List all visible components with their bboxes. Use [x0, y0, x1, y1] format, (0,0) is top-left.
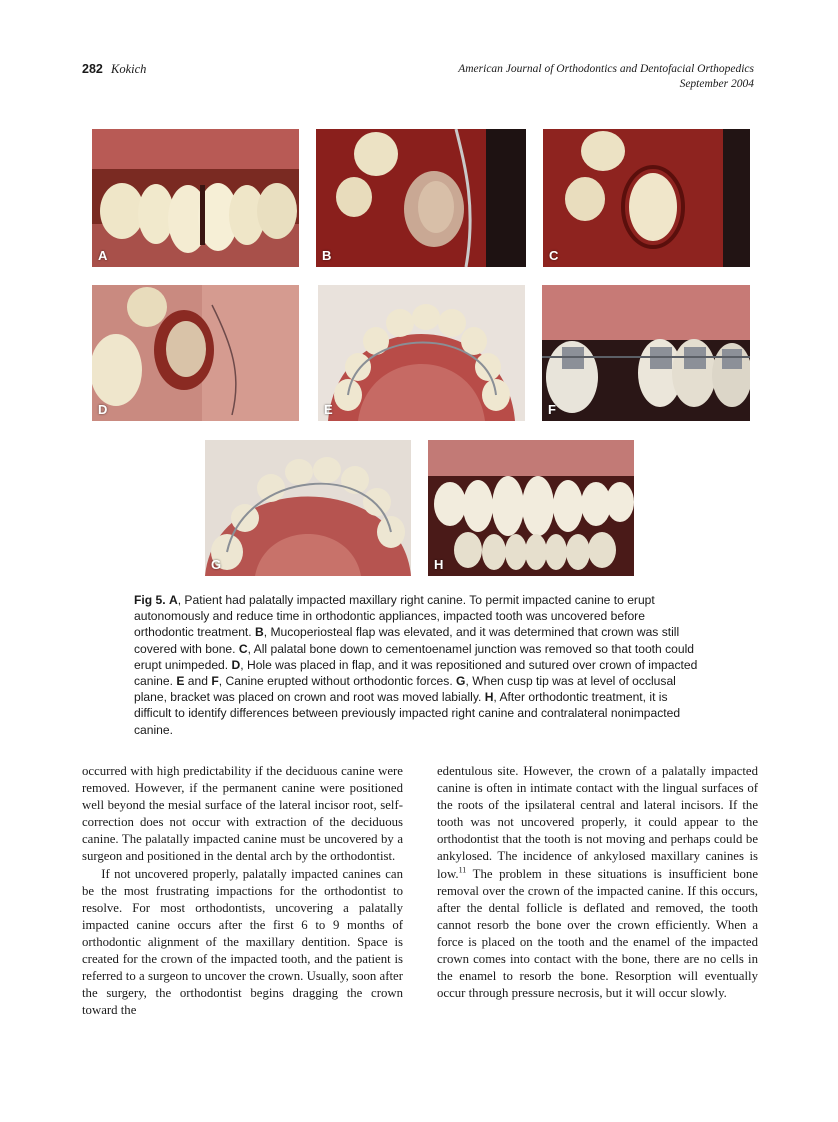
caption-text: , Canine erupted without orthodontic forces. — [218, 674, 457, 689]
figure-caption — [134, 592, 704, 738]
body-paragraph: If not uncovered properly, palatally impacted canines can be the most frustrating impactions for the orthodontist to resolve. For most orthodontists, uncovering a palatally impacted canine occurs after the first 6 to 9 months of orthodontic alignment of the maxillary dentition. Space is created for the crown of the impacted tooth, and the patient is referred to a surgeon to uncover the crown. Usually, soon after the surgery, the orthodontist begins dragging the crown toward the — [82, 866, 403, 1018]
panel-label: C — [549, 248, 559, 263]
occlusal-arch-photo — [318, 285, 525, 421]
body-text: edentulous site. However, the crown of a palatally impacted canine is often in intimate contact with the lingual surfaces of the roots of the ipsilateral central and lateral incisors. If the tooth was not uncovered properly, it could appear to the orthodontist that the tooth is not moving and perhaps could be ankylosed. The incidence of ankylosed maxillary canines is low. — [437, 764, 758, 881]
figure-panel-d — [92, 285, 299, 421]
caption-key: F — [211, 674, 219, 689]
reference-citation: 11 — [458, 865, 467, 875]
caption-text: , Hole was placed in flap, and it was repositioned and sutured over crown of impacted canine. — [134, 657, 698, 689]
caption-key: C — [238, 641, 248, 656]
flap-sutured-photo — [92, 285, 299, 421]
caption-text: , All palatal bone down to cementoenamel junction was removed so that tooth could erupt unimpeded. — [134, 641, 695, 672]
figure-panel-g — [205, 440, 411, 576]
caption-key: G — [456, 674, 466, 689]
body-paragraph: occurred with high predictability if the deciduous canine were removed. However, if the permanent canine were positioned well beyond the mesial surface of the lateral incisor root, self-correction does not occur with extraction of the deciduous canine. The palatally impacted canine must be uncovered by a surgeon and positioned in the dental arch by the orthodontist. — [82, 764, 403, 864]
journal-title: American Journal of Orthodontics and Dentofacial Orthopedics — [458, 63, 754, 75]
panel-label: A — [98, 248, 108, 263]
final-smile-photo — [428, 440, 634, 576]
page-number: 282 — [82, 62, 103, 76]
panel-label: E — [324, 402, 333, 417]
caption-text: , Mucoperiosteal flap was elevated, and it was determined that crown was still covered with bone. — [134, 625, 680, 656]
panel-label: D — [98, 402, 108, 417]
running-header-left — [82, 62, 146, 77]
caption-key: B — [255, 625, 264, 640]
author-name: Kokich — [110, 62, 147, 76]
journal-issue: September 2004 — [679, 78, 754, 90]
bone-removed-photo — [543, 129, 750, 267]
caption-text: , Patient had palatally impacted maxillary right canine. To permit impacted canine to erupt autonomously and reduce time in orthodontic appliances, impacted tooth was uncovered before orthodontic treatment. — [134, 593, 655, 640]
panel-label: B — [322, 248, 332, 263]
caption-text: , When cusp tip was at level of occlusal plane, bracket was placed on crown and root was moved labially. — [134, 674, 676, 705]
caption-key: H — [484, 690, 494, 705]
figure-panel-b — [316, 129, 526, 267]
body-column-left — [82, 763, 403, 1019]
figure-panel-e — [318, 285, 525, 421]
panel-label: H — [434, 557, 444, 572]
running-header-right — [458, 62, 754, 92]
figure-panel-a — [92, 129, 299, 267]
bracket-placed-photo — [205, 440, 411, 576]
body-column-right — [437, 763, 758, 1002]
flap-elevated-photo — [316, 129, 526, 267]
caption-key: A — [168, 593, 178, 607]
caption-key: D — [231, 657, 241, 672]
caption-key: E — [176, 674, 185, 689]
body-text: The problem in these situations is insufficient bone removal over the crown of the impacted canine. If this occurs, after the dental follicle is deflated and removed, the tooth cannot resorb the bone over the crown efficiently. When a force is placed on the tooth and the enamel of the impacted crown comes into contact with the bone, there are no cells in the enamel to resorb the bone. Resorption will eventually occur through pressure necrosis, but it will occur slowly. — [437, 866, 758, 1001]
figure-panel-f — [542, 285, 750, 421]
panel-label: G — [211, 557, 222, 572]
body-paragraph — [437, 763, 758, 1002]
panel-label: F — [548, 402, 556, 417]
figure-panel-c — [543, 129, 750, 267]
caption-text: and — [184, 674, 212, 689]
caption-text: , After orthodontic treatment, it is difficult to identify differences between previously impacted right canine and contralateral nonimpacted canine. — [134, 690, 681, 737]
erupted-canine-photo — [542, 285, 750, 421]
figure-label: Fig 5. — [134, 593, 166, 607]
smile-frontal-photo — [92, 129, 299, 267]
figure-panel-h — [428, 440, 634, 576]
